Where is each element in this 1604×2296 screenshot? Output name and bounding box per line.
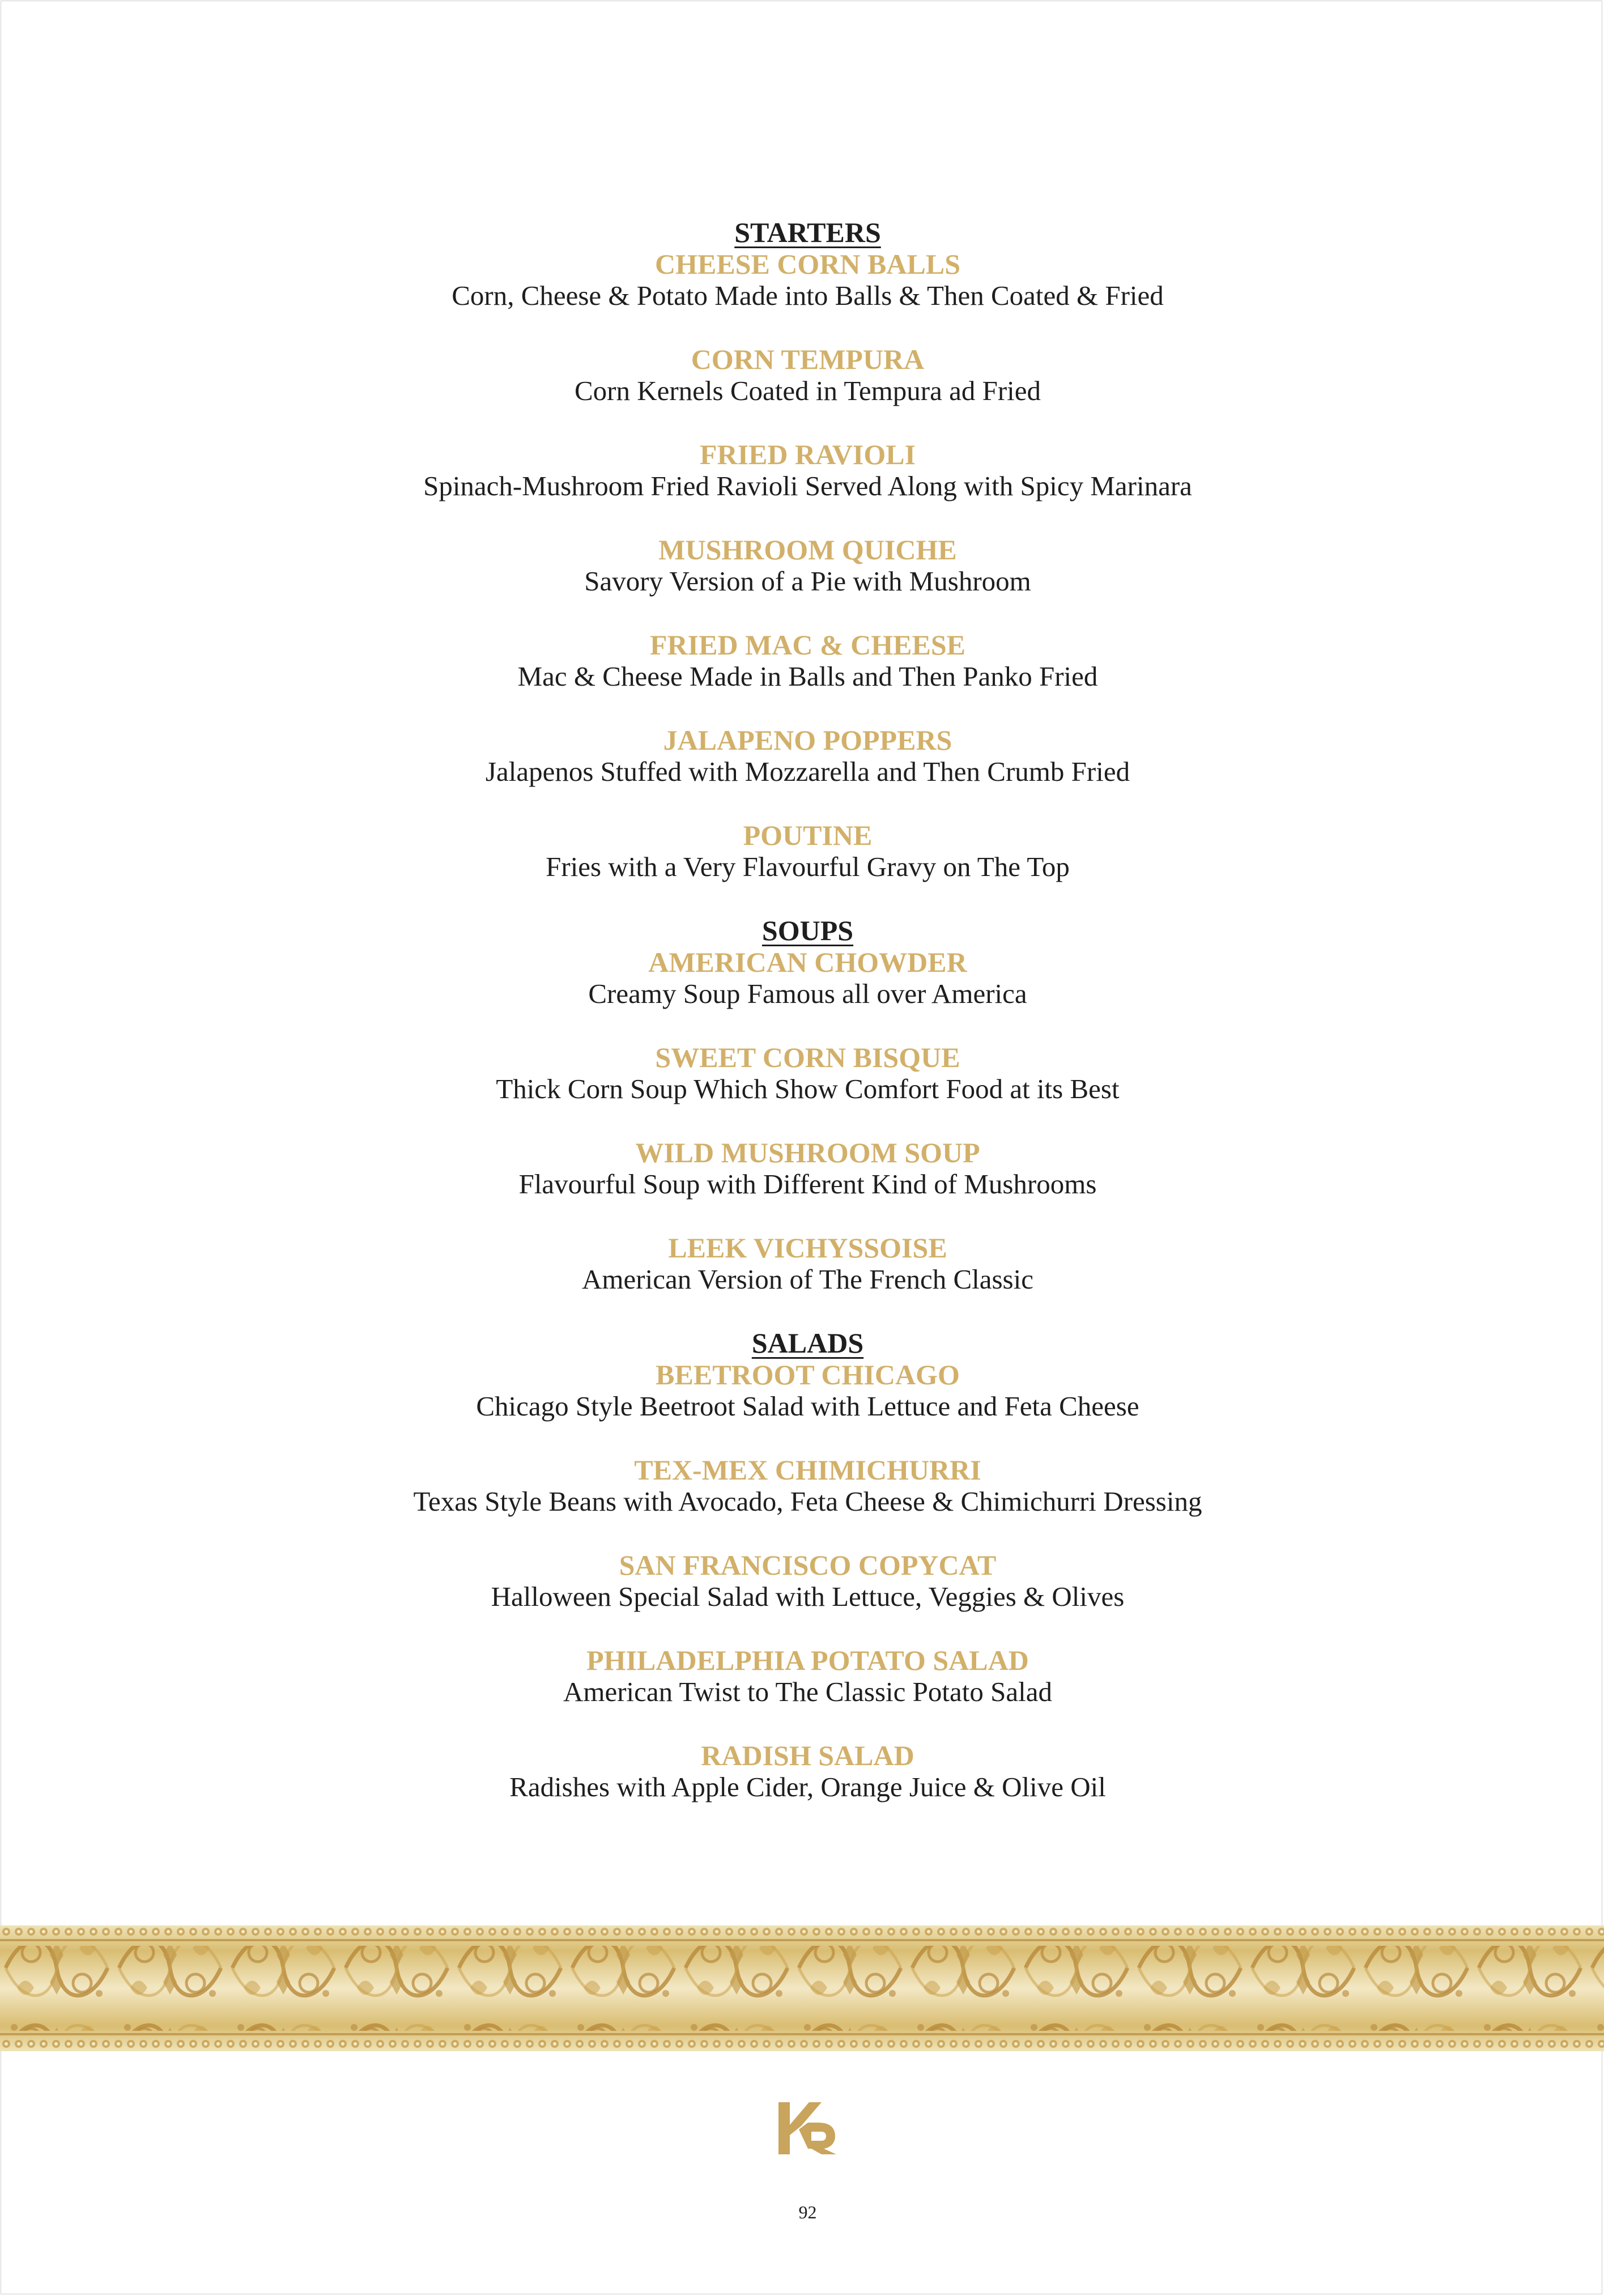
item-description: American Twist to The Classic Potato Salad xyxy=(563,1676,1053,1707)
menu-item xyxy=(0,1137,1604,1200)
item-name: FRIED RAVIOLI xyxy=(699,439,916,470)
menu-item xyxy=(0,1644,1604,1708)
ornament-pattern xyxy=(0,1925,1604,2051)
menu-item xyxy=(0,439,1604,502)
item-name: MUSHROOM QUICHE xyxy=(658,534,957,566)
menu-item xyxy=(0,1041,1604,1105)
menu-item xyxy=(0,1740,1604,1803)
section-heading: SALADS xyxy=(751,1327,864,1359)
menu-item xyxy=(0,1549,1604,1613)
item-name: CHEESE CORN BALLS xyxy=(654,248,961,280)
item-name: WILD MUSHROOM SOUP xyxy=(635,1137,980,1168)
item-description: Fries with a Very Flavourful Gravy on The Top xyxy=(546,851,1070,882)
section-heading: SOUPS xyxy=(761,915,854,946)
menu-item xyxy=(0,534,1604,597)
menu xyxy=(0,216,1604,1835)
section-heading: STARTERS xyxy=(734,216,881,248)
item-description: Flavourful Soup with Different Kind of Mushrooms xyxy=(518,1168,1097,1200)
item-name: TEX-MEX CHIMICHURRI xyxy=(634,1454,981,1486)
kr-logo-icon xyxy=(776,2100,839,2157)
item-name: JALAPENO POPPERS xyxy=(663,724,952,756)
item-name: PHILADELPHIA POTATO SALAD xyxy=(586,1644,1029,1676)
item-name: SWEET CORN BISQUE xyxy=(655,1041,960,1073)
item-description: Halloween Special Salad with Lettuce, Veggies & Olives xyxy=(491,1581,1125,1612)
menu-item xyxy=(0,724,1604,788)
menu-item xyxy=(0,819,1604,883)
section-soups xyxy=(0,915,1604,1295)
section-salads xyxy=(0,1327,1604,1803)
ornamental-border-band xyxy=(0,1925,1604,2051)
menu-item xyxy=(0,946,1604,1010)
brand-logo xyxy=(776,2100,839,2157)
item-description: Corn, Cheese & Potato Made into Balls & Then Coated & Fried xyxy=(452,280,1164,311)
menu-item xyxy=(0,1454,1604,1517)
item-description: Savory Version of a Pie with Mushroom xyxy=(584,566,1031,597)
item-name: RADISH SALAD xyxy=(701,1740,914,1771)
menu-item xyxy=(0,1359,1604,1422)
page-number: 92 xyxy=(798,2202,817,2222)
item-description: Creamy Soup Famous all over America xyxy=(588,978,1027,1009)
item-name: BEETROOT CHICAGO xyxy=(656,1359,960,1391)
item-description: Corn Kernels Coated in Tempura ad Fried xyxy=(574,375,1041,406)
item-name: SAN FRANCISCO COPYCAT xyxy=(619,1549,997,1581)
item-description: Mac & Cheese Made in Balls and Then Panko Fried xyxy=(517,661,1098,692)
item-name: LEEK VICHYSSOISE xyxy=(668,1232,947,1264)
menu-item xyxy=(0,1232,1604,1295)
item-name: CORN TEMPURA xyxy=(691,343,925,375)
item-description: Texas Style Beans with Avocado, Feta Cheese & Chimichurri Dressing xyxy=(413,1486,1202,1517)
item-description: Thick Corn Soup Which Show Comfort Food at its Best xyxy=(496,1073,1120,1104)
item-name: POUTINE xyxy=(743,819,873,851)
section-starters xyxy=(0,216,1604,883)
menu-item xyxy=(0,629,1604,692)
item-description: Spinach-Mushroom Fried Ravioli Served Along with Spicy Marinara xyxy=(423,470,1192,501)
menu-item xyxy=(0,248,1604,312)
menu-item xyxy=(0,343,1604,407)
item-description: American Version of The French Classic xyxy=(582,1264,1033,1295)
item-description: Jalapenos Stuffed with Mozzarella and Then Crumb Fried xyxy=(485,756,1130,787)
item-description: Chicago Style Beetroot Salad with Lettuce and Feta Cheese xyxy=(476,1391,1139,1422)
item-description: Radishes with Apple Cider, Orange Juice & Olive Oil xyxy=(509,1771,1106,1802)
item-name: AMERICAN CHOWDER xyxy=(648,946,967,978)
item-name: FRIED MAC & CHEESE xyxy=(650,629,965,661)
